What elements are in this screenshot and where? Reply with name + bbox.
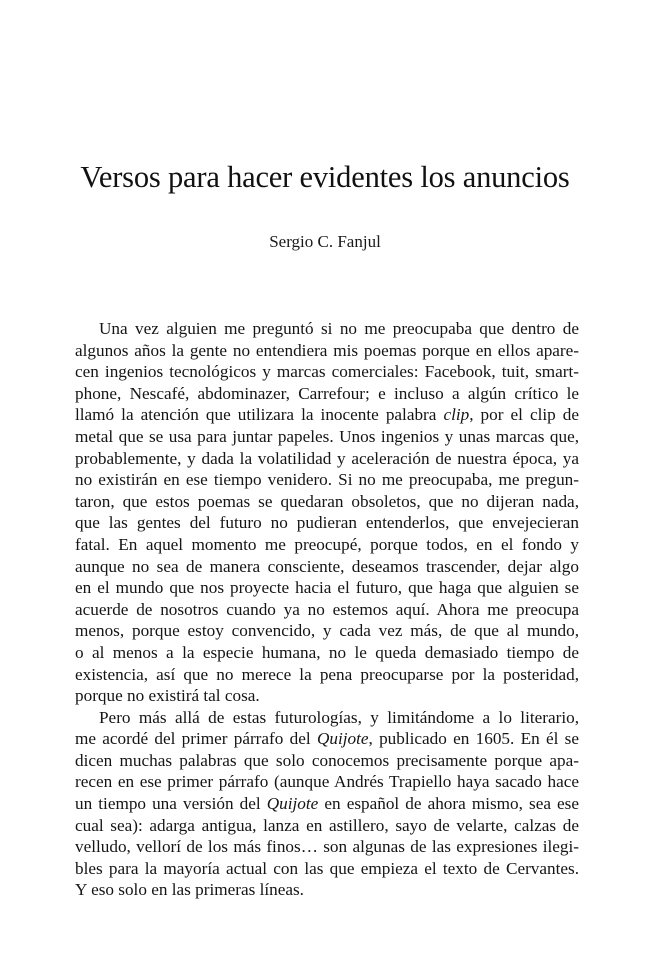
body-text: [75, 318, 579, 901]
text-line: [75, 577, 579, 599]
paragraph-2: [75, 707, 579, 901]
text-segment: probablemente, y dada la volatilidad y aceleración de nuestra época, ya: [75, 448, 579, 468]
text-segment: o al menos a la especie humana, no le queda demasiado tiempo de: [75, 642, 579, 662]
text-segment: , por el clip de: [469, 405, 580, 425]
text-segment: recen en ese primer párrafo (aunque Andrés Trapiello haya sacado hace: [75, 772, 579, 792]
text-line: [75, 707, 579, 729]
text-segment: Una vez alguien me preguntó si no me preocupaba que dentro de: [99, 319, 579, 338]
text-segment: dicen muchas palabras que solo conocemos precisamente porque apa-: [75, 750, 579, 770]
author-name: Sergio C. Fanjul: [269, 232, 381, 251]
text-segment: no existirán en ese tiempo venidero. Si no me preocupaba, me pregun-: [75, 470, 579, 490]
text-line: [75, 491, 579, 513]
chapter-title: Versos para hacer evidentes los anuncios: [80, 160, 570, 194]
text-line: [75, 793, 579, 815]
italic-title: clip: [443, 405, 470, 425]
text-segment: metal que se usa para juntar papeles. Unos ingenios y unas marcas que,: [75, 426, 579, 446]
text-segment: cual sea): adarga antigua, lanza en astillero, sayo de velarte, calzas de: [75, 815, 579, 835]
text-segment: aunque no sea de manera consciente, deseamos trascender, dejar algo: [75, 556, 579, 576]
text-line: [75, 728, 579, 750]
text-line: [75, 404, 579, 426]
text-segment: Y eso solo en las primeras líneas.: [75, 880, 304, 900]
text-line: [75, 318, 579, 340]
text-line: [75, 685, 579, 707]
text-segment: velludo, vellorí de los más finos… son algunas de las expresiones ilegi-: [75, 837, 579, 857]
text-segment: cen ingenios tecnológicos y marcas comerciales: Facebook, tuit, smart-: [75, 362, 579, 382]
text-segment: acuerde de nosotros cuando ya no estemos aquí. Ahora me preocupa: [75, 599, 579, 619]
text-segment: fatal. En aquel momento me preocupé, porque todos, en el fondo y: [75, 534, 579, 554]
paragraph-1: [75, 318, 579, 707]
text-line: [75, 361, 579, 383]
text-line: [75, 469, 579, 491]
text-segment: en español de ahora mismo, sea ese: [318, 794, 579, 814]
text-line: [75, 836, 579, 858]
text-segment: menos, porque estoy convencido, y cada vez más, de que al mundo,: [75, 621, 579, 641]
text-segment: en el mundo que nos proyecte hacia el futuro, que haga que alguien se: [75, 578, 579, 598]
text-line: [75, 620, 579, 642]
text-segment: un tiempo una versión del: [75, 794, 267, 814]
text-line: [75, 383, 579, 405]
text-line: [75, 556, 579, 578]
text-line: [75, 642, 579, 664]
text-segment: Pero más allá de estas futurologías, y limitándome a lo literario,: [99, 707, 579, 727]
text-segment: llamó la atención que utilizara la inocente palabra: [75, 405, 444, 425]
text-line: [75, 534, 579, 556]
text-line: [75, 771, 579, 793]
text-line: [75, 664, 579, 686]
text-segment: me acordé del primer párrafo del: [75, 729, 317, 749]
text-line: [75, 879, 579, 901]
text-segment: taron, que estos poemas se quedaran obsoletos, que no dijeran nada,: [75, 491, 579, 511]
text-line: [75, 750, 579, 772]
italic-title: Quijote: [266, 794, 319, 814]
text-line: [75, 512, 579, 534]
text-segment: bles para la mayoría actual con las que empieza el texto de Cervantes.: [75, 858, 579, 878]
text-line: [75, 448, 579, 470]
text-segment: existencia, así que no merece la pena preocuparse por la posteridad,: [75, 664, 579, 684]
text-segment: algunos años la gente no entendiera mis poemas porque en ellos apare-: [75, 340, 579, 360]
text-line: [75, 426, 579, 448]
text-segment: , publicado en 1605. En él se: [368, 729, 579, 749]
text-line: [75, 340, 579, 362]
text-segment: que las gentes del futuro no pudieran entenderlos, que envejecieran: [75, 513, 579, 533]
text-segment: porque no existirá tal cosa.: [75, 686, 260, 706]
text-line: [75, 815, 579, 837]
text-segment: phone, Nescafé, abdominazer, Carrefour; e incluso a algún crítico le: [75, 383, 579, 403]
text-line: [75, 599, 579, 621]
text-line: [75, 858, 579, 880]
italic-title: Quijote: [316, 729, 369, 749]
